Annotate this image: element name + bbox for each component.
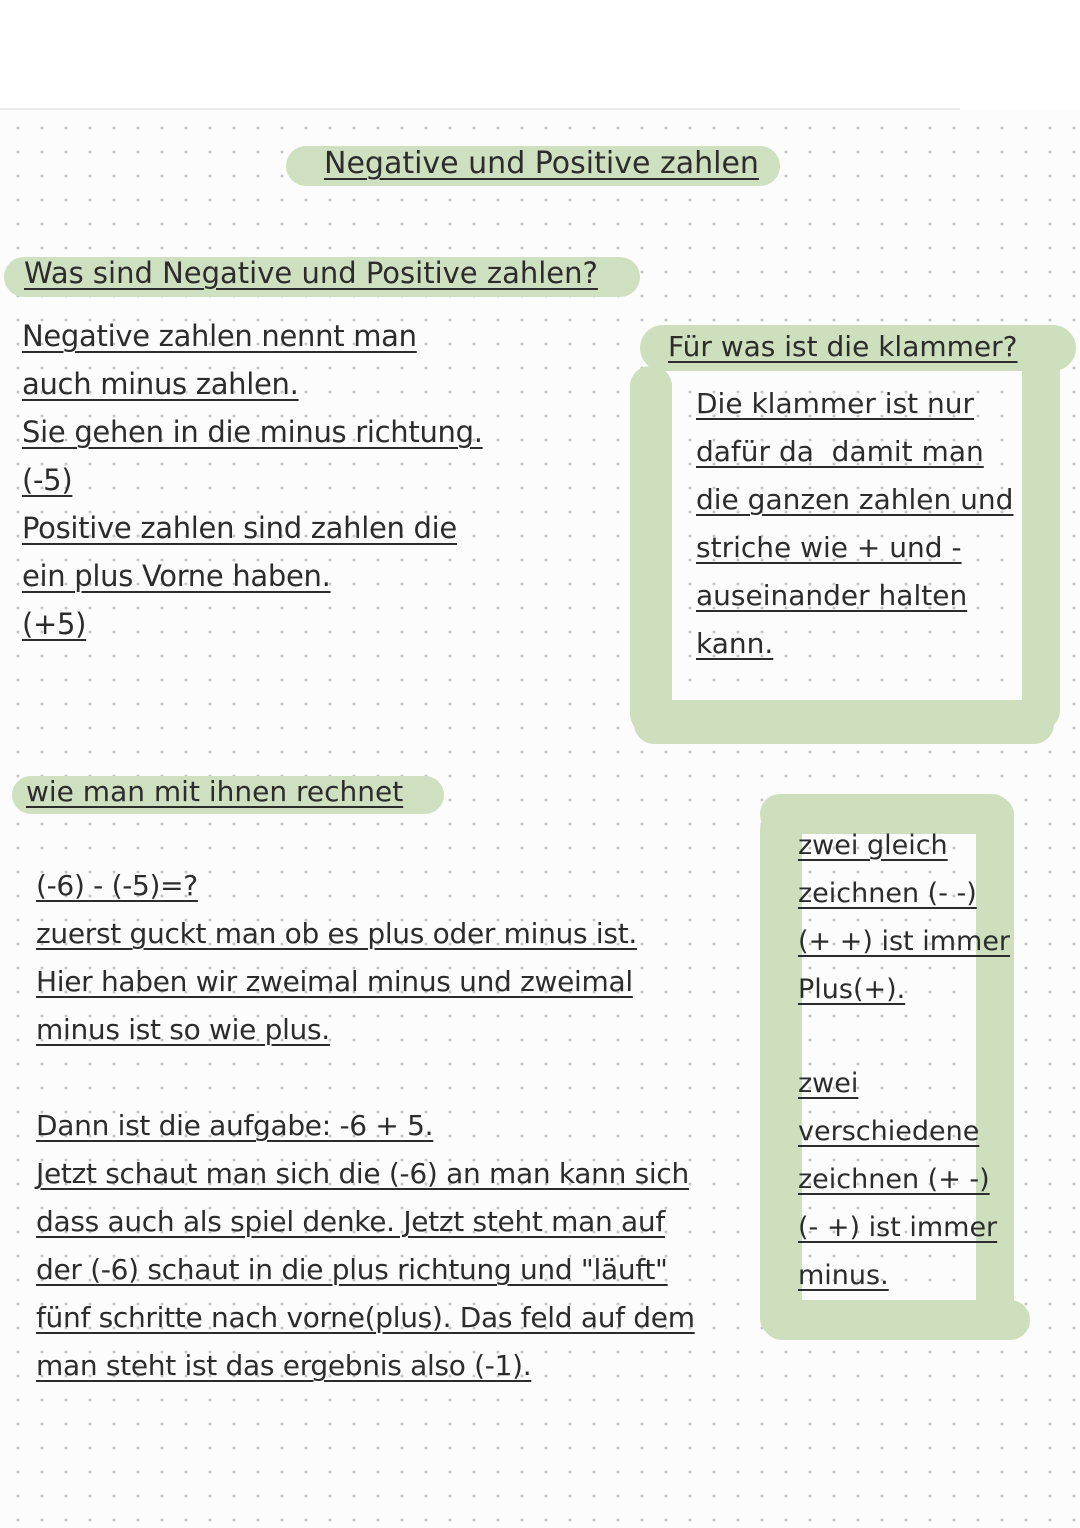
text-line: (+5)	[22, 607, 87, 641]
text-line: Sie gehen in die minus richtung.	[22, 415, 483, 449]
section2-para1	[36, 862, 637, 1054]
text-line: zuerst guckt man ob es plus oder minus ist.	[36, 917, 637, 950]
klammer-box-left	[630, 366, 672, 734]
text-line: dass auch als spiel denke. Jetzt steht man auf	[36, 1205, 665, 1238]
text-line: Positive zahlen sind zahlen die	[22, 511, 457, 545]
text-line: (- +) ist immer	[798, 1212, 998, 1243]
section2-para2	[36, 1102, 695, 1390]
page-title: Negative und Positive zahlen	[324, 146, 759, 181]
text-line: auch minus zahlen.	[22, 367, 299, 401]
text-line: zwei gleich	[798, 830, 948, 861]
text-line: (-6) - (-5)=?	[36, 869, 198, 902]
rules-box-bottom	[762, 1300, 1030, 1340]
text-line: die ganzen zahlen und	[696, 483, 1014, 516]
text-line: Jetzt schaut man sich die (-6) an man kann sich	[36, 1157, 689, 1190]
text-line: der (-6) schaut in die plus richtung und "läuft"	[36, 1253, 668, 1286]
section2-heading: wie man mit ihnen rechnet	[26, 775, 404, 808]
text-line: zwei	[798, 1068, 859, 1099]
text-line: minus ist so wie plus.	[36, 1013, 330, 1046]
klammer-box-bottom	[634, 700, 1054, 744]
text-line: Die klammer ist nur	[696, 387, 975, 420]
text-line: Negative zahlen nennt man	[22, 319, 417, 353]
text-line: zeichnen (+ -)	[798, 1164, 990, 1195]
text-line: ein plus Vorne haben.	[22, 559, 331, 593]
text-line: Plus(+).	[798, 974, 906, 1005]
text-line: Dann ist die aufgabe: -6 + 5.	[36, 1109, 434, 1142]
klammer-heading: Für was ist die klammer?	[668, 330, 1018, 363]
text-line: striche wie + und -	[696, 531, 962, 564]
text-line: fünf schritte nach vorne(plus). Das feld auf dem	[36, 1301, 695, 1334]
text-line: minus.	[798, 1260, 889, 1291]
text-line: man steht ist das ergebnis also (-1).	[36, 1349, 532, 1382]
rules-box-left	[760, 810, 802, 1338]
rules-rule2	[798, 1060, 997, 1300]
text-line: auseinander halten	[696, 579, 968, 612]
text-line: zeichnen (- -)	[798, 878, 977, 909]
text-line: Hier haben wir zweimal minus und zweimal	[36, 965, 633, 998]
text-line: (-5)	[22, 463, 73, 497]
text-line: verschiedene	[798, 1116, 980, 1147]
rules-rule1	[798, 822, 1010, 1014]
text-line: (+ +) ist immer	[798, 926, 1011, 957]
klammer-box-right	[1022, 338, 1060, 730]
section1-body	[22, 312, 483, 648]
text-line: kann.	[696, 627, 774, 660]
klammer-body	[696, 380, 1013, 668]
section1-heading: Was sind Negative und Positive zahlen?	[24, 256, 598, 290]
text-line: dafür da damit man	[696, 435, 984, 468]
